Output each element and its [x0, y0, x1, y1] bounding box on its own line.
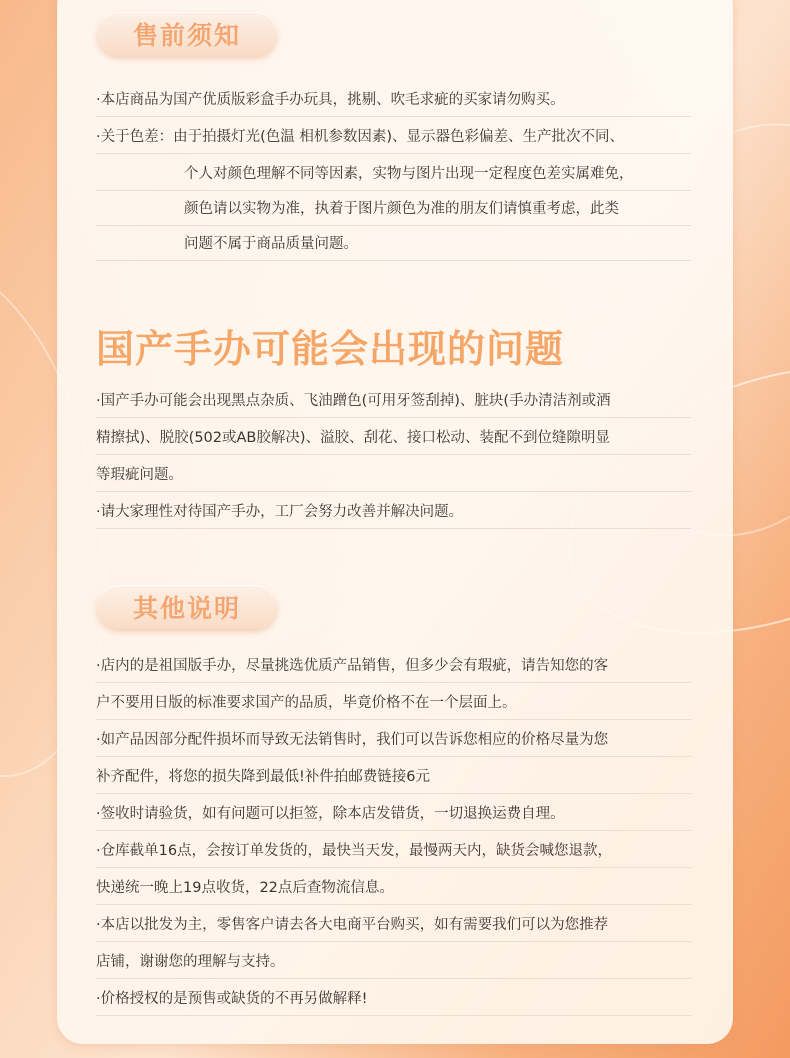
section-title-pre-sale: 售前须知: [97, 12, 277, 56]
pre-sale-line: ·关于色差：由于拍摄灯光(色温 相机参数因素)、显示器色彩偏差、生产批次不同、: [96, 117, 691, 154]
notes-line: 快递统一晚上19点收货，22点后查物流信息。: [96, 868, 691, 905]
notes-line: ·店内的是祖国版手办，尽量挑选优质产品销售，但多少会有瑕疵，请告知您的客: [96, 646, 691, 683]
section-title-issues: 国产手办可能会出现的问题: [96, 327, 565, 371]
notes-line: ·价格授权的是预售或缺货的不再另做解释!: [96, 979, 691, 1016]
notes-line: ·本店以批发为主，零售客户请去各大电商平台购买，如有需要我们可以为您推荐: [96, 905, 691, 942]
pre-sale-line: ·本店商品为国产优质版彩盒手办玩具，挑剔、吹毛求疵的买家请勿购买。: [96, 80, 691, 117]
section-title-other-notes: 其他说明: [97, 585, 277, 629]
notes-line: 补齐配件，将您的损失降到最低!补件拍邮费链接6元: [96, 757, 691, 794]
notes-line: ·如产品因部分配件损坏而导致无法销售时，我们可以告诉您相应的价格尽量为您: [96, 720, 691, 757]
notes-line: 户不要用日版的标准要求国产的品质，毕竟价格不在一个层面上。: [96, 683, 691, 720]
pre-sale-line: 问题不属于商品质量问题。: [96, 224, 691, 261]
issues-line: 等瑕疵问题。: [96, 455, 691, 492]
issues-line: ·请大家理性对待国产手办，工厂会努力改善并解决问题。: [96, 492, 691, 529]
notes-line: ·签收时请验货，如有问题可以拒签，除本店发错货，一切退换运费自理。: [96, 794, 691, 831]
notes-line: 店铺，谢谢您的理解与支持。: [96, 942, 691, 979]
notes-line: ·仓库截单16点，会按订单发货的，最快当天发，最慢两天内，缺货会喊您退款，: [96, 831, 691, 868]
pre-sale-line: 颜色请以实物为准，执着于图片颜色为准的朋友们请慎重考虑，此类: [96, 189, 691, 226]
pre-sale-line: 个人对颜色理解不同等因素，实物与图片出现一定程度色差实属难免，: [96, 154, 691, 191]
issues-line: 精擦拭)、脱胶(502或AB胶解决)、溢胶、刮花、接口松动、装配不到位缝隙明显: [96, 418, 691, 455]
issues-line: ·国产手办可能会出现黑点杂质、飞油蹭色(可用牙签刮掉)、脏块(手办清洁剂或酒: [96, 381, 691, 418]
